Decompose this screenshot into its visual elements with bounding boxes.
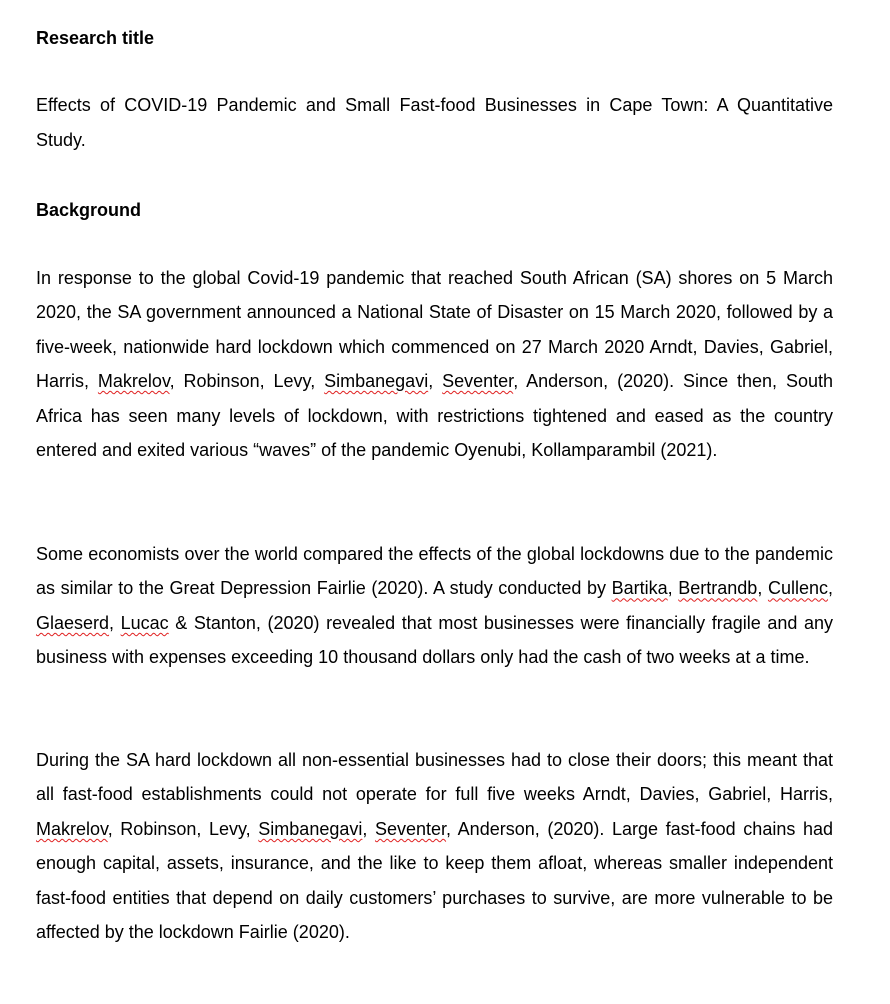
misspelled-word[interactable]: Bertrandb [678, 578, 758, 599]
misspelled-word[interactable]: Simbanegavi [258, 818, 363, 839]
paragraph-text: Some economists over the world compared the effects of the global lockdowns due to the pandemic as similar to the Great Depression Fairlie (2020). A study conducted by [36, 544, 833, 599]
misspelled-word[interactable]: Makrelov [97, 371, 170, 392]
paragraph-text: , [428, 371, 443, 392]
paragraph-text: In response to the global Covid-19 pandemic that reached South African (SA) shores on 5 March 2020, the SA government announced a National State of Disaster on 15 March 2020, followed by a five-week, nationwide hard lockdown which commenced on 27 March 2020 Arndt, Davies, Gabriel, Harris, [36, 268, 833, 392]
paragraph-text: , [827, 578, 833, 599]
paragraph-text: During the SA hard lockdown all non-essential businesses had to close their doors; this meant that all fast-food establishments could not operate for full five weeks Arndt, Davies, Gabriel, Harris, [36, 750, 833, 805]
paragraph-text: , [757, 578, 768, 599]
paragraph-text: , [109, 612, 121, 633]
background-paragraph-2 [36, 537, 833, 675]
background-heading: Background [36, 200, 142, 220]
background-paragraph-1 [36, 261, 833, 467]
research-title-text: Effects of COVID-19 Pandemic and Small Fast-food Businesses in Cape Town: A Quantitative Study. [36, 95, 833, 150]
misspelled-word[interactable]: Glaeserd [36, 612, 110, 633]
paragraph-text: & Stanton, (2020) revealed that most businesses were financially fragile and any business with expenses exceeding 10 thousand dollars only had the cash of two weeks at a time. [36, 612, 833, 668]
misspelled-word[interactable]: Bartika [611, 578, 668, 599]
misspelled-word[interactable]: Makrelov [36, 818, 108, 839]
misspelled-word[interactable]: Simbanegavi [324, 371, 429, 392]
background-paragraph-3 [36, 743, 833, 949]
misspelled-word[interactable]: Lucac [120, 612, 169, 633]
paragraph-text: , Anderson, (2020). Since then, South Africa has seen many levels of lockdown, with restrictions tightened and eased as the country entered and exited various “waves” of the pandemic Oyenubi, Kollamparambil (2021). [36, 371, 833, 461]
paragraph-text: , [667, 578, 679, 599]
paragraph-text: , Robinson, Levy, [169, 371, 325, 392]
paragraph-text: , Robinson, Levy, [107, 818, 259, 839]
research-title-heading: Research title [36, 28, 155, 48]
paragraph-text: , Anderson, (2020). Large fast-food chains had enough capital, assets, insurance, and the like to keep them afloat, whereas smaller independent fast-food entities that depend on daily customers’ purchases to survive, are more vulnerable to be affected by the lockdown Fairlie (2020). [36, 818, 833, 943]
misspelled-word[interactable]: Seventer [442, 371, 514, 392]
misspelled-word[interactable]: Seventer [374, 818, 447, 839]
misspelled-word[interactable]: Cullenc [767, 578, 828, 599]
paragraph-text: , [362, 818, 375, 839]
